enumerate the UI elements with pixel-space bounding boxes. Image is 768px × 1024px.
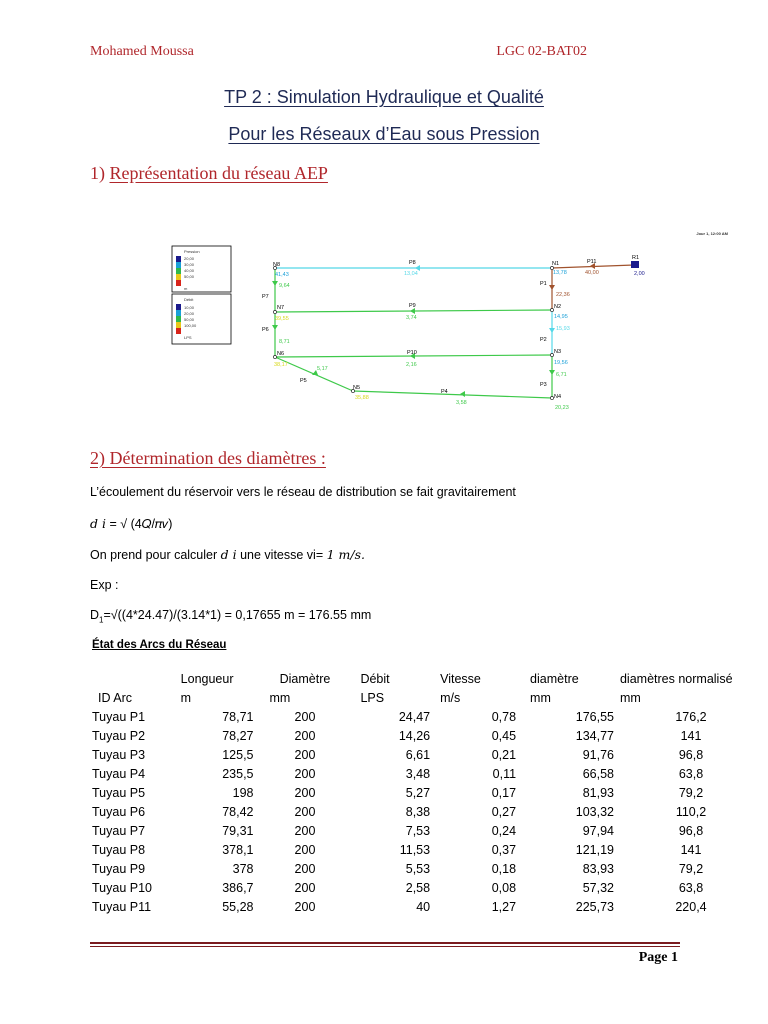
table-cell: 200 <box>294 900 316 914</box>
table-cell: Tuyau P7 <box>92 824 146 838</box>
table-cell: 63,8 <box>678 881 704 895</box>
formula-line <box>90 516 172 532</box>
legend-pressure-title: Pression <box>184 249 200 254</box>
page-number: Page 1 <box>638 950 678 965</box>
table-cell: 79,2 <box>678 786 704 800</box>
table-cell: 24,47 <box>398 710 431 724</box>
network-diagram <box>170 228 740 418</box>
footer-rule <box>90 942 680 944</box>
th-bot-2: mm <box>269 691 291 705</box>
pipe-p1-value: 22,36 <box>556 292 570 298</box>
pipe-p10-label: P10 <box>407 350 417 356</box>
pipe-p11-value: 40,00 <box>585 270 599 276</box>
th-bot-1: m <box>180 691 192 705</box>
table-cell: 5,27 <box>405 786 431 800</box>
node-n1-value: 13,78 <box>553 270 567 276</box>
table-cell: 225,73 <box>575 900 614 914</box>
table-cell: 200 <box>294 805 316 819</box>
table-row <box>92 822 768 841</box>
table-row <box>92 803 768 822</box>
table-cell: 200 <box>294 881 316 895</box>
pipe-p2-value: 15,93 <box>556 326 570 332</box>
diagram-timestamp: Jour 1, 12:00 AM <box>696 231 728 236</box>
table-title: État des Arcs du Réseau <box>92 639 227 651</box>
d1-rest: =√((4*24.47)/(3.14*1) = 0,17655 m = 176.55 mm <box>103 608 372 622</box>
table-row <box>92 860 768 879</box>
table-cell: 97,94 <box>582 824 614 838</box>
th-bot-6: mm <box>619 691 641 705</box>
th-bot-0: ID Arc <box>98 691 133 705</box>
node-n6-label: N6 <box>277 351 285 357</box>
table-cell: 121,19 <box>575 843 614 857</box>
table-cell: 78,27 <box>222 729 254 743</box>
legend-pressure <box>172 246 231 292</box>
legend-flow-v0: 10,00 <box>184 305 195 310</box>
pipe-p4-value: 3,58 <box>456 400 467 406</box>
table-cell: 235,5 <box>222 767 254 781</box>
pipe-p5-label: P5 <box>300 378 307 384</box>
table-row <box>92 879 768 898</box>
th-top-4: Vitesse <box>440 672 481 686</box>
pipe-p4-label: P4 <box>441 389 448 395</box>
section1-heading <box>90 163 328 184</box>
table-cell: 141 <box>680 729 702 743</box>
pipe-p4 <box>353 391 552 398</box>
table-cell: 79,2 <box>678 862 704 876</box>
pipe-p9-label: P9 <box>409 303 416 309</box>
node-r1-value: 2,00 <box>634 271 645 277</box>
pipe-p8-label: P8 <box>409 260 416 266</box>
table-cell: Tuyau P2 <box>92 729 146 743</box>
table-cell: 220,4 <box>675 900 707 914</box>
legend-flow-unit: LPS <box>184 335 192 340</box>
node-n8-value: 41,43 <box>275 272 289 278</box>
th-bot-5: mm <box>530 691 551 705</box>
flow-arrow-p2 <box>549 328 555 333</box>
table-header-bottom <box>92 689 768 708</box>
speed-line <box>90 547 365 562</box>
d1-sub: 1 <box>99 615 104 625</box>
reservoir-icon <box>631 261 639 268</box>
table-cell: 7,53 <box>405 824 431 838</box>
table-cell: 103,32 <box>575 805 614 819</box>
legend-pressure-v1: 30,00 <box>184 262 195 267</box>
table-cell: 79,31 <box>222 824 254 838</box>
footer-rule-thin <box>90 946 680 947</box>
pipe-p9-value: 3,74 <box>406 315 417 321</box>
table-cell: 0,37 <box>491 843 517 857</box>
table-row <box>92 765 768 784</box>
node-n7-value: 39,55 <box>275 316 289 322</box>
table-cell: Tuyau P6 <box>92 805 146 819</box>
node-n3-value: 19,56 <box>554 360 568 366</box>
table-cell: Tuyau P3 <box>92 748 146 762</box>
section2-title: Détermination des diamètres : <box>109 448 326 468</box>
example-label: Exp : <box>90 578 119 592</box>
section2-heading <box>90 448 326 469</box>
node-n2-label: N2 <box>554 304 562 310</box>
table-cell: 134,77 <box>575 729 614 743</box>
table-cell: 386,7 <box>222 881 254 895</box>
d1-prefix: D <box>90 608 100 622</box>
node-n6-value: 38,17 <box>274 362 288 368</box>
table-cell: 81,93 <box>582 786 614 800</box>
table-cell: 200 <box>294 729 316 743</box>
node-n3-label: N3 <box>554 349 562 355</box>
table-header-top <box>92 670 768 689</box>
table-cell: Tuyau P1 <box>92 710 146 724</box>
section1-title: Représentation du réseau AEP <box>109 163 328 183</box>
table-cell: 40 <box>416 900 431 914</box>
table-cell: 1,27 <box>491 900 517 914</box>
pipe-p1-label: P1 <box>540 281 547 287</box>
formula-rhs: = √ (4𝑄/𝜋𝑣) <box>105 517 173 531</box>
table-cell: 378,1 <box>222 843 254 857</box>
header-author: Mohamed Moussa <box>90 44 194 59</box>
table-cell: 11,53 <box>399 843 431 857</box>
legend-pressure-v0: 20,00 <box>184 256 195 261</box>
section2-number: 2) <box>90 448 105 468</box>
legend-pressure-unit: m <box>184 286 188 291</box>
table-cell: Tuyau P10 <box>92 881 152 895</box>
node-n5-value: 35,88 <box>355 395 369 401</box>
th-top-6: diamètres normalisé <box>619 672 733 686</box>
table-cell: 141 <box>680 843 702 857</box>
node-n1-label: N1 <box>552 261 560 267</box>
th-top-3: Débit <box>360 672 390 686</box>
pipe-p6-value: 8,71 <box>279 339 290 345</box>
speed-var: 𝑑 𝑖 <box>220 547 237 562</box>
table-row <box>92 746 768 765</box>
table-cell: 96,8 <box>678 748 704 762</box>
table-cell: 0,11 <box>492 767 517 781</box>
th-top-1: Longueur <box>180 672 234 686</box>
legend-flow-v3: 100,00 <box>184 323 197 328</box>
table-cell: 200 <box>294 710 316 724</box>
legend-flow-v2: 50,00 <box>184 317 195 322</box>
table-cell: Tuyau P5 <box>92 786 146 800</box>
table-cell: 378 <box>232 862 254 876</box>
table-cell: 78,71 <box>222 710 254 724</box>
pipe-p3-label: P3 <box>540 382 547 388</box>
table-cell: 0,27 <box>491 805 517 819</box>
pipe-p2-label: P2 <box>540 337 547 343</box>
flow-arrow-p1 <box>549 285 555 290</box>
legend-flow <box>172 294 231 344</box>
table-cell: 198 <box>232 786 254 800</box>
pipe-p11-label: P11 <box>587 259 597 265</box>
table-row <box>92 708 768 727</box>
pipe-p3-value: 6,71 <box>556 372 567 378</box>
th-top-0 <box>92 670 175 689</box>
pipe-p7-label: P7 <box>262 294 269 300</box>
table-cell: 200 <box>294 862 316 876</box>
speed-post: une vitesse vi= <box>236 548 327 562</box>
pipe-p10-value: 2,16 <box>406 362 417 368</box>
flow-arrows <box>272 281 555 397</box>
table-cell: 200 <box>294 786 316 800</box>
node-n2-value: 14,95 <box>554 314 568 320</box>
table-cell: 110,2 <box>675 805 707 819</box>
table-row <box>92 784 768 803</box>
table-cell: 0,24 <box>491 824 517 838</box>
table-cell: 2,58 <box>405 881 431 895</box>
table-cell: Tuyau P8 <box>92 843 146 857</box>
arcs-table <box>92 670 768 917</box>
node-r1-label: R1 <box>632 255 640 261</box>
legend-flow-title: Débit <box>184 297 194 302</box>
table-cell: 0,08 <box>491 881 517 895</box>
table-cell: 200 <box>294 843 316 857</box>
table-cell: Tuyau P9 <box>92 862 146 876</box>
node-n5-label: N5 <box>353 385 361 391</box>
node-n4-label: N4 <box>554 394 562 400</box>
table-cell: 3,48 <box>405 767 431 781</box>
table-cell: Tuyau P11 <box>92 900 152 914</box>
table-cell: 0,78 <box>491 710 517 724</box>
pipe-p6-label: P6 <box>262 327 269 333</box>
header-course: LGC 02-BAT02 <box>496 44 587 59</box>
pipe-p5-value: 5,17 <box>317 366 328 372</box>
pipe-p7-value: 9,64 <box>279 283 290 289</box>
table-cell: 0,45 <box>491 729 517 743</box>
speed-val: 1 m/s. <box>326 547 365 562</box>
table-cell: 200 <box>294 767 316 781</box>
pipe-p8-value: 13,04 <box>404 271 418 277</box>
table-cell: 6,61 <box>405 748 431 762</box>
table-row <box>92 898 768 917</box>
table-cell: 0,18 <box>491 862 517 876</box>
node-n4-value: 20,23 <box>555 405 569 411</box>
table-cell: 0,21 <box>491 748 517 762</box>
table-cell: 176,2 <box>675 710 707 724</box>
table-cell: 63,8 <box>678 767 704 781</box>
table-cell: 0,17 <box>491 786 517 800</box>
table-cell: 91,76 <box>582 748 614 762</box>
th-bot-4: m/s <box>440 691 461 705</box>
table-cell: 14,26 <box>398 729 431 743</box>
table-cell: 200 <box>294 824 316 838</box>
title-line2: Pour les Réseaux d’Eau sous Pression <box>228 124 540 144</box>
speed-pre: On prend pour calculer <box>90 548 221 562</box>
table-cell: 5,53 <box>405 862 431 876</box>
legend-pressure-v2: 40,00 <box>184 268 195 273</box>
table-row <box>92 841 768 860</box>
node-n8-label: N8 <box>273 262 281 268</box>
th-top-5: diamètre <box>530 672 579 686</box>
table-cell: 125,5 <box>222 748 254 762</box>
node-markers <box>273 266 553 399</box>
node-n7-label: N7 <box>277 305 285 311</box>
d1-line <box>90 608 371 625</box>
th-top-2: Diamètre <box>279 672 331 686</box>
table-cell: Tuyau P4 <box>92 767 146 781</box>
table-cell: 57,32 <box>582 881 614 895</box>
formula-lhs: 𝑑 𝑖 <box>90 516 106 531</box>
title-line1: TP 2 : Simulation Hydraulique et Qualité <box>224 87 544 107</box>
table-cell: 55,28 <box>222 900 254 914</box>
table-cell: 83,93 <box>582 862 614 876</box>
table-row <box>92 727 768 746</box>
legend-pressure-v3: 50,00 <box>184 274 195 279</box>
legend-flow-v1: 20,00 <box>184 311 195 316</box>
section1-number: 1) <box>90 163 105 183</box>
table-cell: 200 <box>294 748 316 762</box>
table-cell: 96,8 <box>678 824 704 838</box>
table-cell: 176,55 <box>575 710 614 724</box>
th-bot-3: LPS <box>360 691 385 705</box>
table-cell: 66,58 <box>582 767 614 781</box>
table-cell: 78,42 <box>222 805 254 819</box>
flow-sentence: L’écoulement du réservoir vers le réseau de distribution se fait gravitairement <box>90 485 516 499</box>
table-cell: 8,38 <box>405 805 431 819</box>
